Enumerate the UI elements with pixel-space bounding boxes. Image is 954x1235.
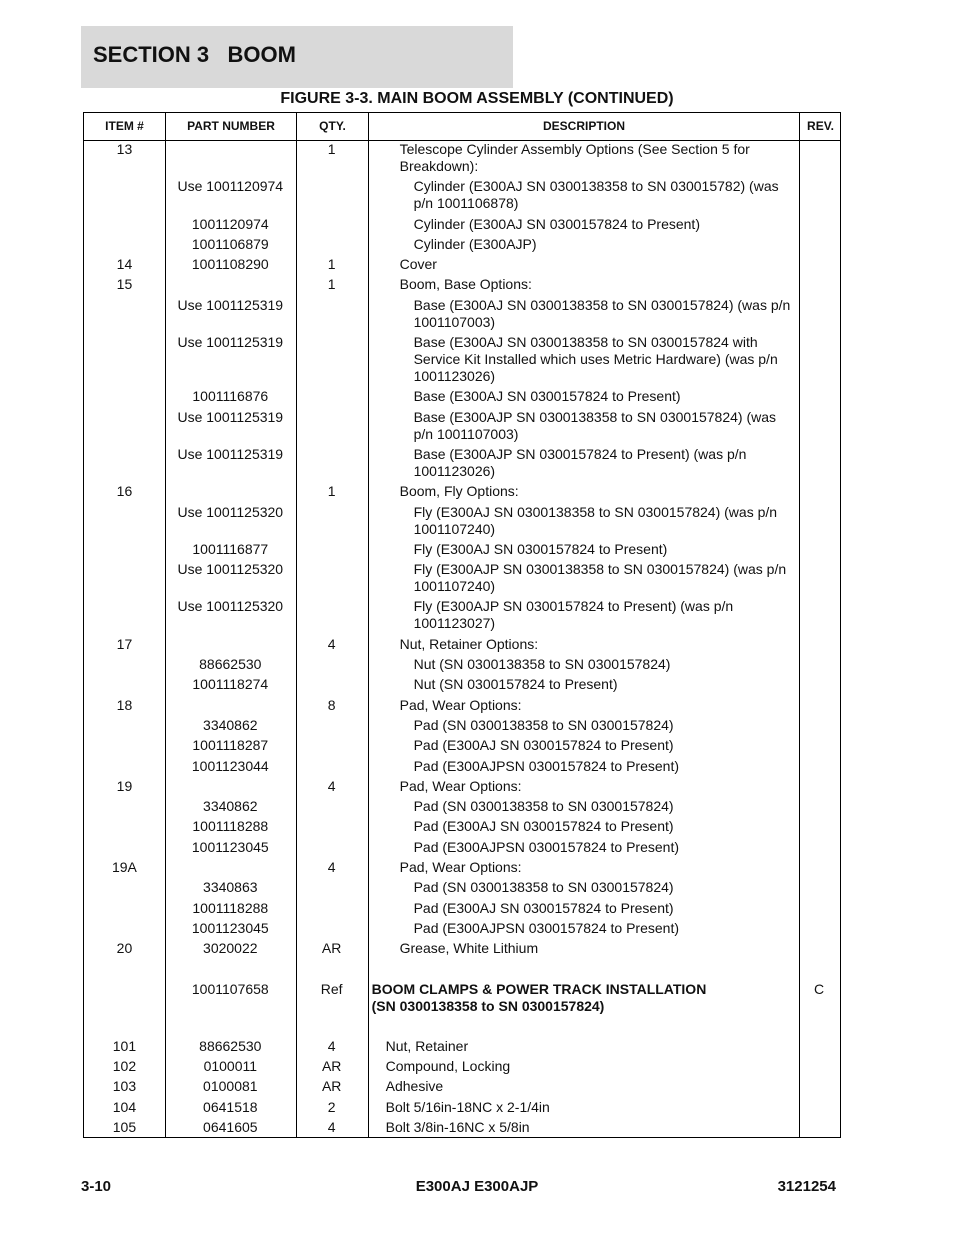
table-row xyxy=(84,818,840,838)
revision: C xyxy=(813,980,825,997)
item-number: 13 xyxy=(116,141,133,157)
table-row xyxy=(84,697,840,717)
item-number: 17 xyxy=(116,635,133,652)
quantity: 1 xyxy=(327,276,336,293)
part-number: Use 1001125320 xyxy=(177,598,284,615)
item-number xyxy=(84,717,165,734)
spacer xyxy=(84,1018,840,1038)
table-row xyxy=(84,541,840,561)
item-number xyxy=(84,178,165,212)
table-row xyxy=(84,676,840,696)
item-number: 16 xyxy=(116,483,133,500)
subassembly-row xyxy=(84,981,840,1018)
part-number: Use 1001125319 xyxy=(177,445,284,462)
revision xyxy=(798,598,840,632)
table-row xyxy=(84,737,840,757)
description: Pad (SN 0300138358 to SN 0300157824) xyxy=(413,716,674,733)
item-number xyxy=(84,504,165,538)
revision xyxy=(798,409,840,443)
revision xyxy=(798,879,840,896)
revision xyxy=(798,141,840,175)
parts-table xyxy=(83,112,841,1138)
quantity: 1 xyxy=(327,141,336,157)
revision xyxy=(798,178,840,212)
quantity: 4 xyxy=(327,1037,336,1054)
description: Pad, Wear Options: xyxy=(399,859,522,876)
item-number: 102 xyxy=(112,1058,137,1075)
item-number xyxy=(84,798,165,815)
item-number: 19A xyxy=(111,859,137,876)
item-number xyxy=(84,561,165,595)
quantity xyxy=(296,798,368,815)
table-row xyxy=(84,236,840,256)
table-row xyxy=(84,758,840,778)
table-row xyxy=(84,1038,840,1058)
item-number xyxy=(84,839,165,856)
quantity xyxy=(296,178,368,212)
item-number xyxy=(84,541,165,558)
quantity: 1 xyxy=(327,256,336,273)
part-number: 3340862 xyxy=(203,798,258,815)
revision xyxy=(798,541,840,558)
quantity xyxy=(296,879,368,896)
description: Nut (SN 0300157824 to Present) xyxy=(413,676,618,693)
item-number: 101 xyxy=(112,1037,137,1054)
table-row xyxy=(84,561,840,598)
part-number xyxy=(165,276,296,293)
part-number: Use 1001125319 xyxy=(177,334,284,351)
revision xyxy=(798,216,840,233)
item-number: 19 xyxy=(116,777,133,794)
footer-page-number: 3-10 xyxy=(81,1178,112,1195)
item-number: 18 xyxy=(116,696,133,713)
subassembly-title xyxy=(368,981,798,1015)
table-row xyxy=(84,798,840,818)
description: Cylinder (E300AJ SN 0300157824 to Present) xyxy=(413,215,700,232)
part-number: 0641605 xyxy=(203,1118,258,1135)
description: Pad (E300AJPSN 0300157824 to Present) xyxy=(413,838,679,855)
footer-doc-number: 3121254 xyxy=(777,1178,836,1195)
part-number: 1001118288 xyxy=(192,818,269,835)
table-row xyxy=(84,879,840,899)
quantity xyxy=(296,920,368,937)
quantity xyxy=(296,737,368,754)
table-row xyxy=(84,900,840,920)
description: Pad, Wear Options: xyxy=(399,777,522,794)
item-number xyxy=(84,818,165,835)
revision xyxy=(798,818,840,835)
description: Fly (E300AJ SN 0300157824 to Present) xyxy=(413,540,668,557)
item-number xyxy=(84,656,165,673)
item-number: 14 xyxy=(116,256,133,273)
revision xyxy=(798,1078,840,1095)
description: Adhesive xyxy=(385,1078,444,1095)
revision xyxy=(798,758,840,775)
quantity xyxy=(296,656,368,673)
quantity xyxy=(296,446,368,480)
part-number: 1001123045 xyxy=(191,919,269,936)
item-number xyxy=(84,900,165,917)
description: Fly (E300AJP SN 0300138358 to SN 0300157824) (was p/n 1001107240) xyxy=(413,561,787,595)
quantity: 4 xyxy=(327,777,336,794)
item-number: 105 xyxy=(112,1118,137,1135)
revision xyxy=(798,297,840,331)
revision xyxy=(798,1058,840,1075)
quantity xyxy=(296,717,368,734)
item-number: 15 xyxy=(116,276,133,293)
description: Cylinder (E300AJ SN 0300138358 to SN 030015782) (was p/n 1001106878) xyxy=(413,178,779,212)
quantity xyxy=(296,541,368,558)
column-header-part-number: PART NUMBER xyxy=(187,119,275,133)
part-number xyxy=(165,483,296,500)
revision xyxy=(798,717,840,734)
revision xyxy=(798,676,840,693)
description: Nut, Retainer xyxy=(385,1037,469,1054)
table-row xyxy=(84,504,840,541)
part-number: 1001118274 xyxy=(192,676,269,693)
part-number: 1001106879 xyxy=(191,235,269,252)
revision xyxy=(798,1038,840,1055)
table-row xyxy=(84,334,840,388)
quantity xyxy=(296,598,368,632)
revision xyxy=(798,920,840,937)
column-header-description: DESCRIPTION xyxy=(542,119,625,133)
quantity: 8 xyxy=(327,696,336,713)
part-number: 1001116877 xyxy=(192,540,269,557)
description: Base (E300AJ SN 0300157824 to Present) xyxy=(413,388,681,405)
spacer xyxy=(84,961,840,981)
table-row xyxy=(84,940,840,960)
table-row xyxy=(84,636,840,656)
table-body xyxy=(84,141,840,1139)
description: Nut (SN 0300138358 to SN 0300157824) xyxy=(413,656,671,673)
quantity xyxy=(296,334,368,385)
table-row xyxy=(84,297,840,334)
description: Boom, Fly Options: xyxy=(399,483,519,500)
quantity: 4 xyxy=(327,859,336,876)
revision xyxy=(798,636,840,653)
revision xyxy=(798,839,840,856)
revision xyxy=(798,334,840,385)
part-number xyxy=(165,778,296,795)
description: Pad, Wear Options: xyxy=(399,696,522,713)
table-row xyxy=(84,920,840,940)
part-number: 3340862 xyxy=(203,716,258,733)
quantity: 1 xyxy=(327,483,336,500)
description: Telescope Cylinder Assembly Options (See Section 5 for Breakdown): xyxy=(399,141,750,174)
subassembly-title-line: (SN 0300138358 to SN 0300157824) xyxy=(371,997,605,1014)
quantity xyxy=(296,236,368,253)
column-header-item: ITEM # xyxy=(105,119,144,133)
part-number: 1001123044 xyxy=(191,757,269,774)
column-header-rev: REV. xyxy=(807,119,834,133)
item-number xyxy=(84,920,165,937)
quantity xyxy=(296,297,368,331)
quantity xyxy=(296,758,368,775)
item-number xyxy=(84,446,165,480)
table-row xyxy=(84,717,840,737)
revision xyxy=(798,697,840,714)
revision xyxy=(798,483,840,500)
part-number xyxy=(165,636,296,653)
description: Pad (E300AJ SN 0300157824 to Present) xyxy=(413,818,674,835)
description: Pad (SN 0300138358 to SN 0300157824) xyxy=(413,879,674,896)
part-number: 1001108290 xyxy=(191,256,269,273)
revision xyxy=(798,236,840,253)
part-number xyxy=(165,141,296,175)
part-number: 1001118288 xyxy=(192,899,269,916)
part-number: 1001107658 xyxy=(191,980,269,997)
part-number: 1001120974 xyxy=(191,215,269,232)
description: Base (E300AJ SN 0300138358 to SN 0300157824 with Service Kit Installed which uses Metric Hardware) (was p/n 1001123026) xyxy=(413,334,778,385)
item-number: 104 xyxy=(112,1098,137,1115)
quantity xyxy=(296,561,368,595)
table-row xyxy=(84,388,840,408)
revision xyxy=(798,656,840,673)
revision xyxy=(798,1119,840,1136)
description: Fly (E300AJP SN 0300157824 to Present) (was p/n 1001123027) xyxy=(413,598,734,632)
table-row xyxy=(84,216,840,236)
description: Cover xyxy=(399,256,437,273)
section-title: SECTION 3 BOOM xyxy=(93,42,296,67)
table-row xyxy=(84,1078,840,1098)
description: Boom, Base Options: xyxy=(399,276,532,293)
table-row xyxy=(84,483,840,503)
description: Bolt 5/16in-18NC x 2-1/4in xyxy=(385,1098,550,1115)
part-number: 3020022 xyxy=(203,940,258,957)
quantity: 2 xyxy=(327,1098,336,1115)
part-number: 0641518 xyxy=(203,1098,258,1115)
footer-model: E300AJ E300AJP xyxy=(415,1178,539,1195)
table-row xyxy=(84,656,840,676)
revision xyxy=(798,388,840,405)
description: Base (E300AJ SN 0300138358 to SN 0300157824) (was p/n 1001107003) xyxy=(413,296,791,330)
quantity xyxy=(296,818,368,835)
item-number xyxy=(84,216,165,233)
column-header-qty: QTY. xyxy=(319,119,346,133)
item-number xyxy=(84,879,165,896)
quantity: AR xyxy=(321,1078,342,1095)
revision xyxy=(798,900,840,917)
description: Base (E300AJP SN 0300157824 to Present) (was p/n 1001123026) xyxy=(413,445,747,479)
quantity xyxy=(296,676,368,693)
description: Pad (E300AJ SN 0300157824 to Present) xyxy=(413,737,674,754)
description: Pad (E300AJ SN 0300157824 to Present) xyxy=(413,899,674,916)
description: Pad (E300AJPSN 0300157824 to Present) xyxy=(413,757,679,774)
part-number: Use 1001125320 xyxy=(177,561,284,578)
part-number xyxy=(165,697,296,714)
part-number: 1001123045 xyxy=(191,838,269,855)
part-number: 1001116876 xyxy=(192,388,269,405)
revision xyxy=(798,1099,840,1116)
description: Grease, White Lithium xyxy=(399,940,539,957)
description: Pad (SN 0300138358 to SN 0300157824) xyxy=(413,798,674,815)
section-header xyxy=(81,26,513,88)
description: Nut, Retainer Options: xyxy=(399,635,539,652)
description: Bolt 3/8in-16NC x 5/8in xyxy=(385,1118,530,1135)
description: Base (E300AJP SN 0300138358 to SN 0300157824) (was p/n 1001107003) xyxy=(413,408,777,442)
revision xyxy=(798,940,840,957)
part-number: 88662530 xyxy=(199,1037,262,1054)
part-number: Use 1001125319 xyxy=(177,296,284,313)
quantity: 4 xyxy=(327,1118,336,1135)
part-number: Use 1001125319 xyxy=(177,408,284,425)
table-row xyxy=(84,178,840,215)
item-number xyxy=(84,388,165,405)
item-number xyxy=(84,598,165,632)
quantity: AR xyxy=(321,1058,342,1075)
quantity xyxy=(296,839,368,856)
revision xyxy=(798,737,840,754)
item-number xyxy=(84,236,165,253)
description: Fly (E300AJ SN 0300138358 to SN 0300157824) (was p/n 1001107240) xyxy=(413,503,778,537)
table-row xyxy=(84,839,840,859)
quantity xyxy=(296,900,368,917)
revision xyxy=(798,276,840,293)
revision xyxy=(798,446,840,480)
part-number: 0100081 xyxy=(203,1078,258,1095)
quantity xyxy=(296,216,368,233)
revision xyxy=(798,561,840,595)
table-row xyxy=(84,778,840,798)
item-number xyxy=(84,334,165,385)
quantity xyxy=(296,388,368,405)
item-number xyxy=(84,758,165,775)
item-number xyxy=(84,737,165,754)
quantity xyxy=(296,504,368,538)
table-row xyxy=(84,276,840,296)
quantity: 4 xyxy=(327,635,336,652)
part-number: Use 1001120974 xyxy=(177,178,284,195)
item-number: 103 xyxy=(112,1078,137,1095)
table-row xyxy=(84,446,840,483)
quantity: Ref xyxy=(320,980,343,997)
revision xyxy=(798,504,840,538)
item-number: 20 xyxy=(116,940,133,957)
part-number: Use 1001125320 xyxy=(177,503,284,520)
table-row xyxy=(84,141,840,178)
revision xyxy=(798,859,840,876)
item-number xyxy=(84,676,165,693)
table-row xyxy=(84,598,840,635)
table-row xyxy=(84,1099,840,1119)
description: Cylinder (E300AJP) xyxy=(413,235,537,252)
item-number xyxy=(84,409,165,443)
table-row xyxy=(84,256,840,276)
figure-title: FIGURE 3-3. MAIN BOOM ASSEMBLY (CONTINUED) xyxy=(280,90,674,107)
quantity xyxy=(296,409,368,443)
part-number: 1001118287 xyxy=(192,737,269,754)
table-row xyxy=(84,409,840,446)
subassembly-title-line: BOOM CLAMPS & POWER TRACK INSTALLATION xyxy=(371,980,707,997)
quantity: AR xyxy=(321,940,342,957)
table-row xyxy=(84,1119,840,1139)
revision xyxy=(798,778,840,795)
description: Pad (E300AJPSN 0300157824 to Present) xyxy=(413,919,679,936)
item-number xyxy=(84,297,165,331)
description: Compound, Locking xyxy=(385,1058,511,1075)
revision xyxy=(798,798,840,815)
part-number: 3340863 xyxy=(203,879,258,896)
revision xyxy=(798,256,840,273)
table-row xyxy=(84,859,840,879)
table-row xyxy=(84,1058,840,1078)
item-number xyxy=(84,981,165,1015)
part-number: 88662530 xyxy=(199,656,262,673)
part-number xyxy=(165,859,296,876)
part-number: 0100011 xyxy=(203,1058,258,1075)
